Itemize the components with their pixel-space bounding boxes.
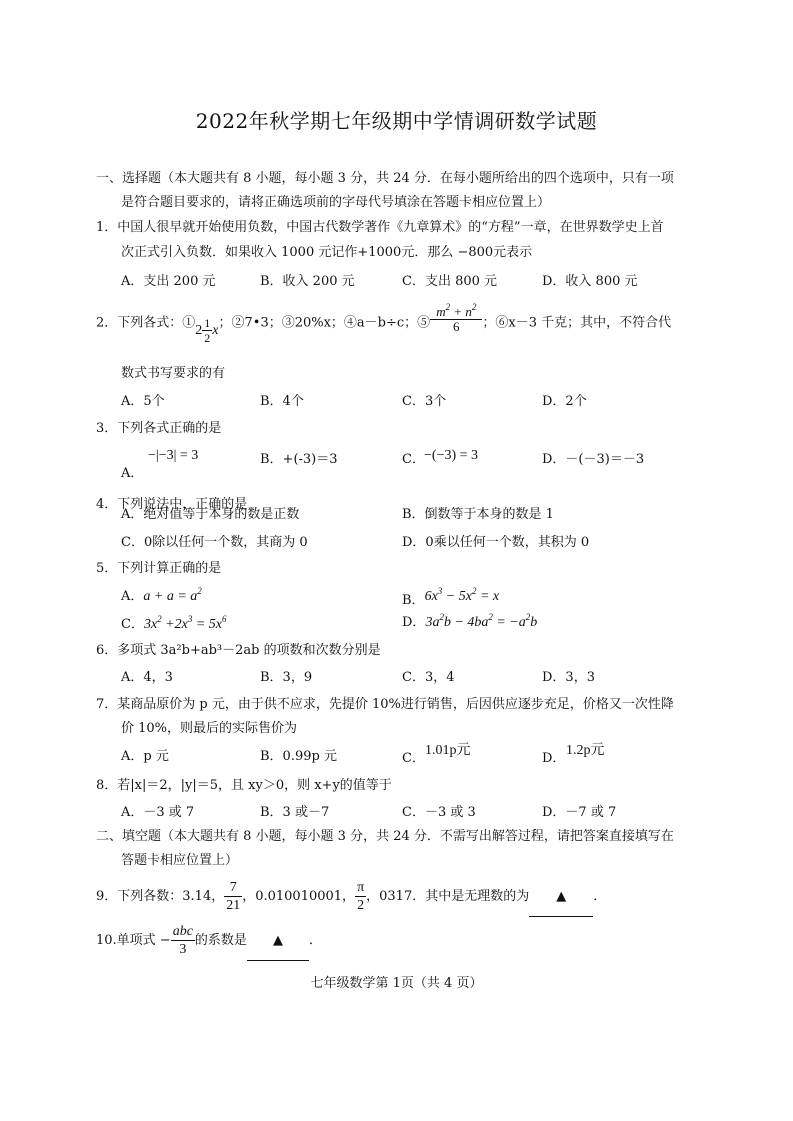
section-1-heading-cont: 是符合题目要求的，请将正确选项前的字母代号填涂在答题卡相应位置上）: [121, 195, 551, 210]
q5-option-b: B．$6x^3 - 5x^2 = x$: [402, 586, 500, 608]
q9-fraction-pi-2: $\frac{\pi}{2}$: [357, 880, 365, 913]
q2-option-c: C．3个: [402, 394, 447, 409]
q4-option-c: C．0除以任何一个数，其商为 0: [121, 535, 308, 550]
q2-option-b: B．4个: [260, 394, 304, 409]
q10-answer-blank[interactable]: ▲: [247, 922, 309, 961]
question-1: 1．中国人很早就开始使用负数，中国古代数学著作《九章算术》的“方程”一章，在世界数学史上首: [96, 220, 664, 235]
question-1-cont: 次正式引入负数．如果收入 1000 元记作+1000元．那么 −800元表示: [121, 245, 533, 260]
q6-option-a: A．4，3: [121, 670, 173, 685]
q1-option-b: B．收入 200 元: [260, 274, 355, 289]
q8-option-d: D．－7 或 7: [542, 805, 617, 820]
question-7-cont: 价 10%，则最后的实际售价为: [121, 721, 298, 736]
q2-option-a: A．5个: [121, 394, 165, 409]
q6-option-b: B．3，9: [260, 670, 313, 685]
q6-option-c: C．3，4: [402, 670, 455, 685]
section-2-heading: 二、填空题（本大题共有 8 小题，每小题 3 分，共 24 分．不需写出解答过程，请把答案直接填写在: [96, 829, 674, 844]
q7-option-b: B．0.99p 元: [260, 749, 337, 764]
q3-option-b: B．+(-3)＝3: [260, 452, 338, 467]
q5-option-a: A．$a + a = a^2$: [121, 586, 202, 604]
q7-option-c-value: 1.01p元: [425, 743, 471, 758]
q3-option-c-expr: −(−3) = 3: [424, 448, 479, 463]
q1-option-a: A．支出 200 元: [121, 274, 216, 289]
question-10: 10.单项式 − $\frac{\text{abc}}{3}$ 的系数是 ▲ ．: [96, 922, 322, 962]
q4-option-a: A．绝对值等于本身的数是正数: [121, 507, 300, 522]
q7-option-d-label: D．: [542, 751, 566, 766]
q1-option-c: C．支出 800 元: [402, 274, 498, 289]
q2-middle: ；②7•3；③20%x；④a－b÷c；⑤: [218, 315, 431, 331]
q2-lead: 2．下列各式：①: [96, 315, 196, 331]
q4-option-b: B．倒数等于本身的数是 1: [402, 507, 554, 522]
question-8: 8．若|x|＝2，|y|＝5，且 xy＞0，则 x+y的值等于: [96, 778, 392, 793]
question-2-cont: 数式书写要求的有: [121, 366, 226, 381]
q5-option-d: D．$3a^2b - 4ba^2 = -a^2b$: [402, 612, 538, 630]
page-title: 2022年秋学期七年级期中学情调研数学试题: [195, 109, 598, 133]
q7-option-d-value: 1.2p元: [566, 743, 605, 758]
question-9: 9．下列各数：3.14， $\frac{7}{21}$ ，0.010010001， $\frac{\pi}{2}$ ，0317．其中是无理数的为 ▲ ．: [96, 878, 606, 918]
question-6: 6．多项式 3a²b+ab³－2ab 的项数和次数分别是: [96, 643, 381, 658]
q8-option-b: B．3 或－7: [260, 805, 330, 820]
question-2: [96, 301, 672, 345]
q3-option-c-label: C．: [402, 452, 425, 467]
q2-mixed-number: 2 $\frac{1}{2}$ x: [195, 316, 219, 345]
q2-option-d: D．2个: [542, 394, 587, 409]
question-5: 5．下列计算正确的是: [96, 561, 222, 576]
question-4: 4．下列说法中，正确的是: [96, 497, 248, 512]
q7-option-c-label: C．: [402, 751, 425, 766]
q10-fraction-abc-3: $\frac{\text{abc}}{3}$: [172, 924, 193, 957]
q9-answer-blank[interactable]: ▲: [529, 878, 593, 917]
q3-option-a-expr: −|−3| = 3: [148, 448, 199, 463]
q8-option-c: C．－3 或 3: [402, 805, 476, 820]
question-7: 7．某商品原价为 p 元，由于供不应求，先提价 10%进行销售，后因供应逐步充足，价格又一次性降: [96, 697, 674, 712]
q3-option-a-label: A．: [121, 466, 144, 481]
q2-tail: ；⑥x－3 千克；其中，不符合代: [482, 315, 672, 331]
q4-option-d: D．0乘以任何一个数，其积为 0: [402, 535, 590, 550]
q6-option-d: D．3，3: [542, 670, 595, 685]
q9-fraction-7-21: $\frac{7}{21}$: [226, 880, 241, 913]
q2-fraction: $\frac{m^2 + n^2}{6}$: [430, 305, 482, 334]
q3-option-d: D．－(－3)＝－3: [542, 452, 645, 467]
q7-option-a: A．p 元: [121, 749, 169, 764]
section-2-heading-cont: 答题卡相应位置上）: [121, 853, 239, 868]
q1-option-d: D．收入 800 元: [542, 274, 638, 289]
page-footer: 七年级数学第 1页（共 4 页）: [310, 976, 483, 991]
q5-option-c: C．$3x^2 +2x^3 = 5x^6$: [121, 614, 227, 632]
question-3: 3．下列各式正确的是: [96, 421, 222, 436]
q8-option-a: A．－3 或 7: [121, 805, 195, 820]
section-1-heading: 一、选择题（本大题共有 8 小题，每小题 3 分，共 24 分．在每小题所给出的四个选项中，只有一项: [96, 171, 674, 186]
